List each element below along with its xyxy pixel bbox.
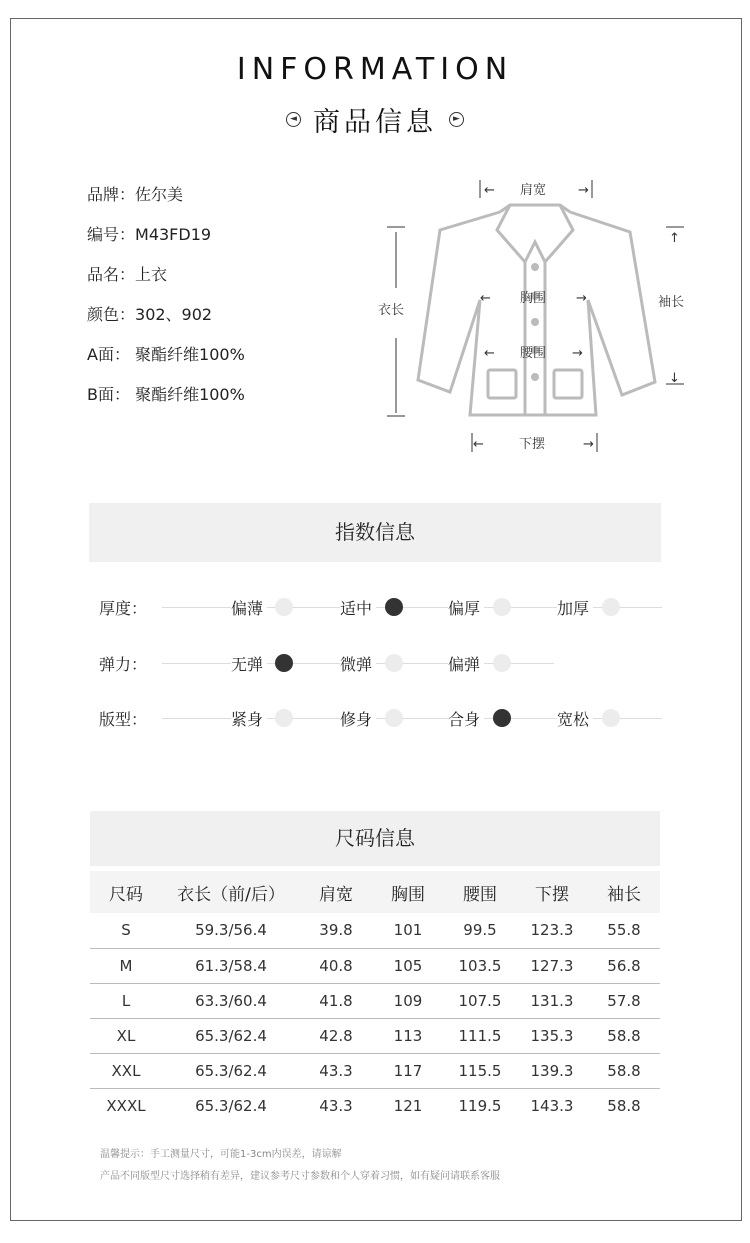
- info-value: 聚酯纤维100%: [129, 385, 245, 404]
- table-cell: 56.8: [588, 948, 660, 983]
- info-label: A面：: [87, 345, 130, 364]
- table-cell: 117: [372, 1053, 444, 1088]
- table-row: [90, 1018, 660, 1053]
- info-row-brand: [87, 182, 245, 222]
- index-dot: [493, 654, 511, 672]
- jacket-outline: [418, 205, 655, 415]
- table-cell: 65.3/62.4: [162, 1053, 300, 1088]
- index-option: 紧身: [231, 707, 267, 730]
- index-row-elasticity: [0, 648, 750, 678]
- column-header: 衣长（前/后）: [162, 871, 300, 913]
- table-cell: 43.3: [300, 1053, 372, 1088]
- diagram-label-chest: 胸围: [520, 291, 547, 306]
- index-dot-selected: [493, 709, 511, 727]
- size-section-title: 尺码信息: [90, 811, 660, 866]
- info-row-color: [87, 302, 245, 342]
- table-cell: 43.3: [319, 1096, 353, 1115]
- index-row-fit: [0, 703, 750, 733]
- info-label: 品名：: [87, 265, 136, 284]
- index-option: 修身: [340, 707, 376, 730]
- info-row-code: [87, 222, 245, 262]
- diagram-arrow-right: →: [576, 291, 587, 306]
- index-option: 无弹: [231, 652, 267, 675]
- index-option: 适中: [340, 596, 376, 619]
- diagram-arrow-left: ←: [473, 437, 484, 452]
- table-cell: XXL: [90, 1053, 162, 1088]
- info-value: M43FD19: [135, 225, 212, 244]
- right-arrow-icon: ►: [449, 112, 464, 127]
- info-label: 编号：: [87, 225, 136, 244]
- index-label: 厚度：: [99, 599, 148, 618]
- column-header: 袖长: [588, 871, 660, 913]
- table-cell: L: [90, 983, 162, 1018]
- diagram-arrow-down: ↓: [669, 371, 680, 386]
- info-value: 上衣: [135, 265, 168, 284]
- index-option: 合身: [448, 707, 484, 730]
- column-header: 下摆: [516, 871, 588, 913]
- info-label: 品牌：: [87, 185, 136, 204]
- info-value: 佐尔美: [135, 185, 184, 204]
- diagram-label-shoulder: 肩宽: [520, 183, 547, 198]
- table-cell: 139.3: [516, 1053, 588, 1088]
- diagram-arrow-right: →: [578, 183, 589, 198]
- diagram-arrow-left: ←: [480, 291, 491, 306]
- table-cell: XXXL: [106, 1096, 146, 1115]
- index-section-title: 指数信息: [89, 503, 661, 562]
- table-cell: 57.8: [588, 983, 660, 1018]
- column-header: 胸围: [372, 871, 444, 913]
- info-label: B面：: [87, 385, 130, 404]
- diagram-arrow-right: →: [583, 437, 594, 452]
- diagram-label-waist: 腰围: [520, 346, 547, 361]
- table-cell: 101: [372, 913, 444, 948]
- index-option: 偏薄: [231, 596, 267, 619]
- table-cell: 105: [372, 948, 444, 983]
- table-cell: 42.8: [300, 1018, 372, 1053]
- note-fit-advice: 产品不同版型尺寸选择稍有差异，建议参考尺寸参数和个人穿着习惯，如有疑问请联系客服: [100, 1171, 500, 1182]
- column-header: 腰围: [444, 871, 516, 913]
- diagram-label-length: 衣长: [378, 303, 405, 318]
- index-option: 微弹: [340, 652, 376, 675]
- table-cell: 58.8: [588, 1053, 660, 1088]
- table-cell: 123.3: [516, 913, 588, 948]
- table-cell: 58.8: [588, 1018, 660, 1053]
- note-measurement: 温馨提示：手工测量尺寸，可能1-3cm内误差，请谅解: [100, 1149, 342, 1160]
- table-cell: 41.8: [300, 983, 372, 1018]
- info-row-name: [87, 262, 245, 302]
- table-cell: 59.3/56.4: [162, 913, 300, 948]
- page-title-en: INFORMATION: [236, 52, 514, 87]
- garment-measure-diagram: [360, 170, 700, 460]
- table-cell: 107.5: [444, 983, 516, 1018]
- index-option: 偏厚: [448, 596, 484, 619]
- index-dot: [275, 598, 293, 616]
- size-table-header: [90, 871, 660, 913]
- table-cell: 65.3/62.4: [195, 1096, 267, 1115]
- index-dot: [275, 709, 293, 727]
- left-arrow-icon: ◄: [286, 112, 301, 127]
- table-cell: 65.3/62.4: [162, 1018, 300, 1053]
- product-info-list: [87, 182, 245, 422]
- table-cell: 119.5: [458, 1096, 502, 1115]
- index-dot-selected: [275, 654, 293, 672]
- index-dot: [602, 709, 620, 727]
- table-cell: 143.3: [530, 1096, 574, 1115]
- column-header: 肩宽: [300, 871, 372, 913]
- table-cell: 135.3: [516, 1018, 588, 1053]
- table-cell: 131.3: [516, 983, 588, 1018]
- table-cell: 55.8: [588, 913, 660, 948]
- table-cell: 40.8: [300, 948, 372, 983]
- table-cell: 115.5: [444, 1053, 516, 1088]
- table-cell: XL: [90, 1018, 162, 1053]
- table-row: [90, 913, 660, 948]
- table-cell: 121: [393, 1096, 423, 1115]
- measure-lines: [387, 180, 684, 452]
- diagram-arrow-left: ←: [484, 183, 495, 198]
- table-cell: 111.5: [444, 1018, 516, 1053]
- table-row: [90, 1053, 660, 1088]
- table-cell: 39.8: [300, 913, 372, 948]
- table-cell: 58.8: [607, 1096, 641, 1115]
- diagram-arrow-right: →: [572, 346, 583, 361]
- page-title-cn: 商品信息: [313, 107, 437, 138]
- table-cell: 103.5: [444, 948, 516, 983]
- table-row: [90, 983, 660, 1018]
- table-cell: 99.5: [444, 913, 516, 948]
- diagram-arrow-left: ←: [484, 346, 495, 361]
- index-option: 偏弹: [448, 652, 484, 675]
- table-row: [90, 948, 660, 983]
- column-header: 尺码: [90, 871, 162, 913]
- diagram-label-sleeve: 袖长: [658, 295, 685, 310]
- index-dot: [602, 598, 620, 616]
- index-row-thickness: [0, 592, 750, 622]
- index-label: 版型：: [99, 710, 148, 729]
- table-cell: 109: [372, 983, 444, 1018]
- table-cell: 127.3: [516, 948, 588, 983]
- info-label: 颜色：: [87, 305, 136, 324]
- index-label: 弹力：: [99, 655, 148, 674]
- index-option: 宽松: [557, 707, 593, 730]
- page-title-cn-row: [0, 100, 750, 139]
- table-cell: S: [90, 913, 162, 948]
- size-table: [90, 871, 660, 1123]
- index-dot: [493, 598, 511, 616]
- info-value: 302、902: [135, 305, 213, 324]
- index-option: 加厚: [557, 596, 593, 619]
- table-row: [90, 1088, 660, 1123]
- info-row-fabric-b: [87, 382, 245, 422]
- table-cell: M: [90, 948, 162, 983]
- info-row-fabric-a: [87, 342, 245, 382]
- index-dot: [385, 709, 403, 727]
- index-dot-selected: [385, 598, 403, 616]
- info-value: 聚酯纤维100%: [129, 345, 245, 364]
- index-dot: [385, 654, 403, 672]
- table-cell: 113: [372, 1018, 444, 1053]
- table-cell: 63.3/60.4: [162, 983, 300, 1018]
- diagram-arrow-up: ↑: [669, 231, 680, 246]
- diagram-label-hem: 下摆: [519, 437, 546, 452]
- jacket-buttons: [531, 263, 539, 381]
- table-cell: 61.3/58.4: [162, 948, 300, 983]
